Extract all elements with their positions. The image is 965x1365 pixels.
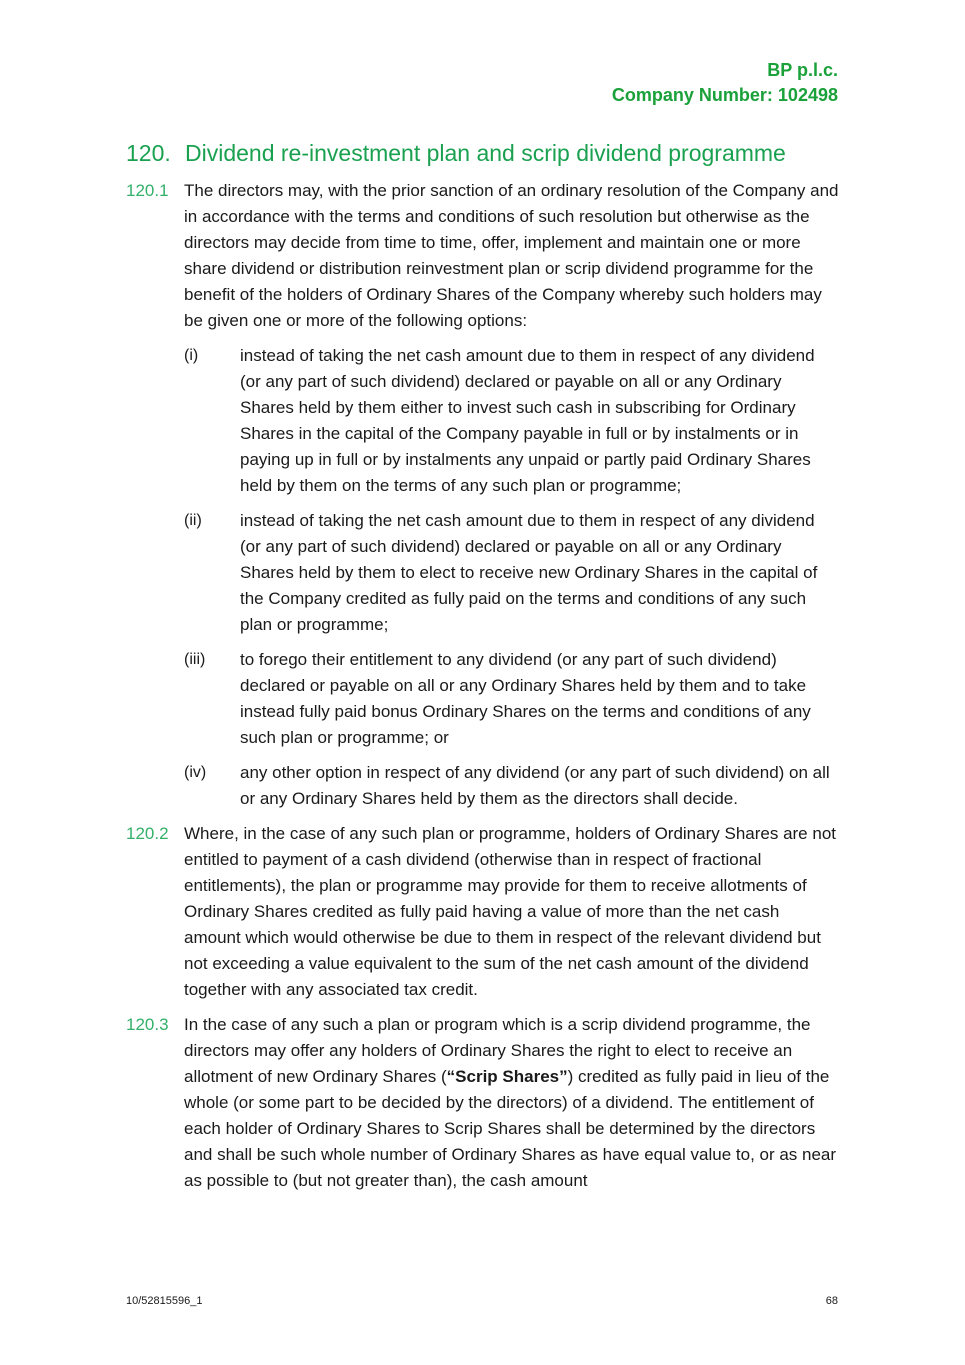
document-header bbox=[612, 58, 838, 108]
clause-options-list bbox=[184, 343, 840, 812]
list-item-text: any other option in respect of any dividend (or any part of such dividend) on all or any Ordinary Shares held by them as the directors shall decide. bbox=[240, 763, 830, 808]
document-body bbox=[126, 178, 840, 1203]
list-item bbox=[184, 760, 840, 812]
clause-number: 120.1 bbox=[126, 181, 169, 200]
clause-text-before: In the case of any such a plan or program which is a scrip dividend programme, the directors may offer any holders of Ordinary Shares the right to elect to receive an allotment of new Ordinary Shares ( bbox=[184, 1015, 811, 1086]
defined-term: “Scrip Shares” bbox=[446, 1067, 568, 1086]
section-title: Dividend re-investment plan and scrip dividend programme bbox=[185, 140, 786, 166]
clause-body bbox=[184, 821, 840, 1003]
page-number: 68 bbox=[825, 1295, 838, 1307]
clause-body bbox=[184, 1012, 840, 1194]
clause-text: Where, in the case of any such plan or programme, holders of Ordinary Shares are not entitled to payment of a cash dividend (otherwise than in respect of fractional entitlements), the plan or programme may provide for them to receive allotments of Ordinary Shares credited as fully paid having a value of more than the net cash amount which would otherwise be due to them in respect of the relevant dividend but not exceeding a value equivalent to the sum of the net cash amount of the dividend together with any associated tax credit. bbox=[184, 824, 836, 999]
clause-number: 120.3 bbox=[126, 1015, 169, 1034]
clause-text-after: ) credited as fully paid in lieu of the whole (or some part to be decided by the directors) of a dividend. The entitlement of each holder of Ordinary Shares to Scrip Shares shall be determined by the directors and shall be such whole number of Ordinary Shares as have equal value to, or as near as possible to (but not greater than), the cash amount bbox=[184, 1067, 837, 1190]
company-name: BP p.l.c. bbox=[767, 60, 838, 80]
clause-120-1 bbox=[126, 178, 840, 812]
document-reference: 10/52815596_1 bbox=[126, 1295, 203, 1307]
list-item-text: instead of taking the net cash amount due to them in respect of any dividend (or any part of such dividend) declared or payable on all or any Ordinary Shares held by them either to invest such cash in subscribing for Ordinary Shares in the capital of the Company payable in full or by instalments or in paying up in full or by instalments any unpaid or partly paid Ordinary Shares held by them on the terms of any such plan or programme; bbox=[240, 346, 815, 495]
clause-120-2 bbox=[126, 821, 840, 1003]
clause-text bbox=[184, 1012, 840, 1194]
section-heading bbox=[126, 138, 846, 168]
section-number: 120. bbox=[126, 140, 171, 166]
list-item-number: (iv) bbox=[184, 764, 207, 781]
list-item-text: to forego their entitlement to any dividend (or any part of such dividend) declared or payable on all or any Ordinary Shares held by them and to take instead fully paid bonus Ordinary Shares on the terms and conditions of any such plan or programme; or bbox=[240, 650, 811, 747]
clause-body bbox=[184, 178, 840, 812]
clause-number: 120.2 bbox=[126, 824, 169, 843]
list-item bbox=[184, 508, 840, 638]
list-item-text: instead of taking the net cash amount due to them in respect of any dividend (or any part of such dividend) declared or payable on all or any Ordinary Shares held by them to elect to receive new Ordinary Shares in the capital of the Company credited as fully paid on the terms and conditions of any such plan or programme; bbox=[240, 511, 818, 634]
clause-120-3 bbox=[126, 1012, 840, 1194]
list-item bbox=[184, 647, 840, 751]
list-item-number: (i) bbox=[184, 347, 199, 364]
clause-text: The directors may, with the prior sanction of an ordinary resolution of the Company and in accordance with the terms and conditions of such resolution but otherwise as the directors may decide from time to time, offer, implement and maintain one or more share dividend or distribution reinvestment plan or scrip dividend programme for the benefit of the holders of Ordinary Shares of the Company whereby such holders may be given one or more of the following options: bbox=[184, 181, 839, 330]
company-number: Company Number: 102498 bbox=[611, 85, 838, 105]
list-item bbox=[184, 343, 840, 499]
list-item-number: (ii) bbox=[184, 512, 202, 529]
list-item-number: (iii) bbox=[184, 651, 206, 668]
